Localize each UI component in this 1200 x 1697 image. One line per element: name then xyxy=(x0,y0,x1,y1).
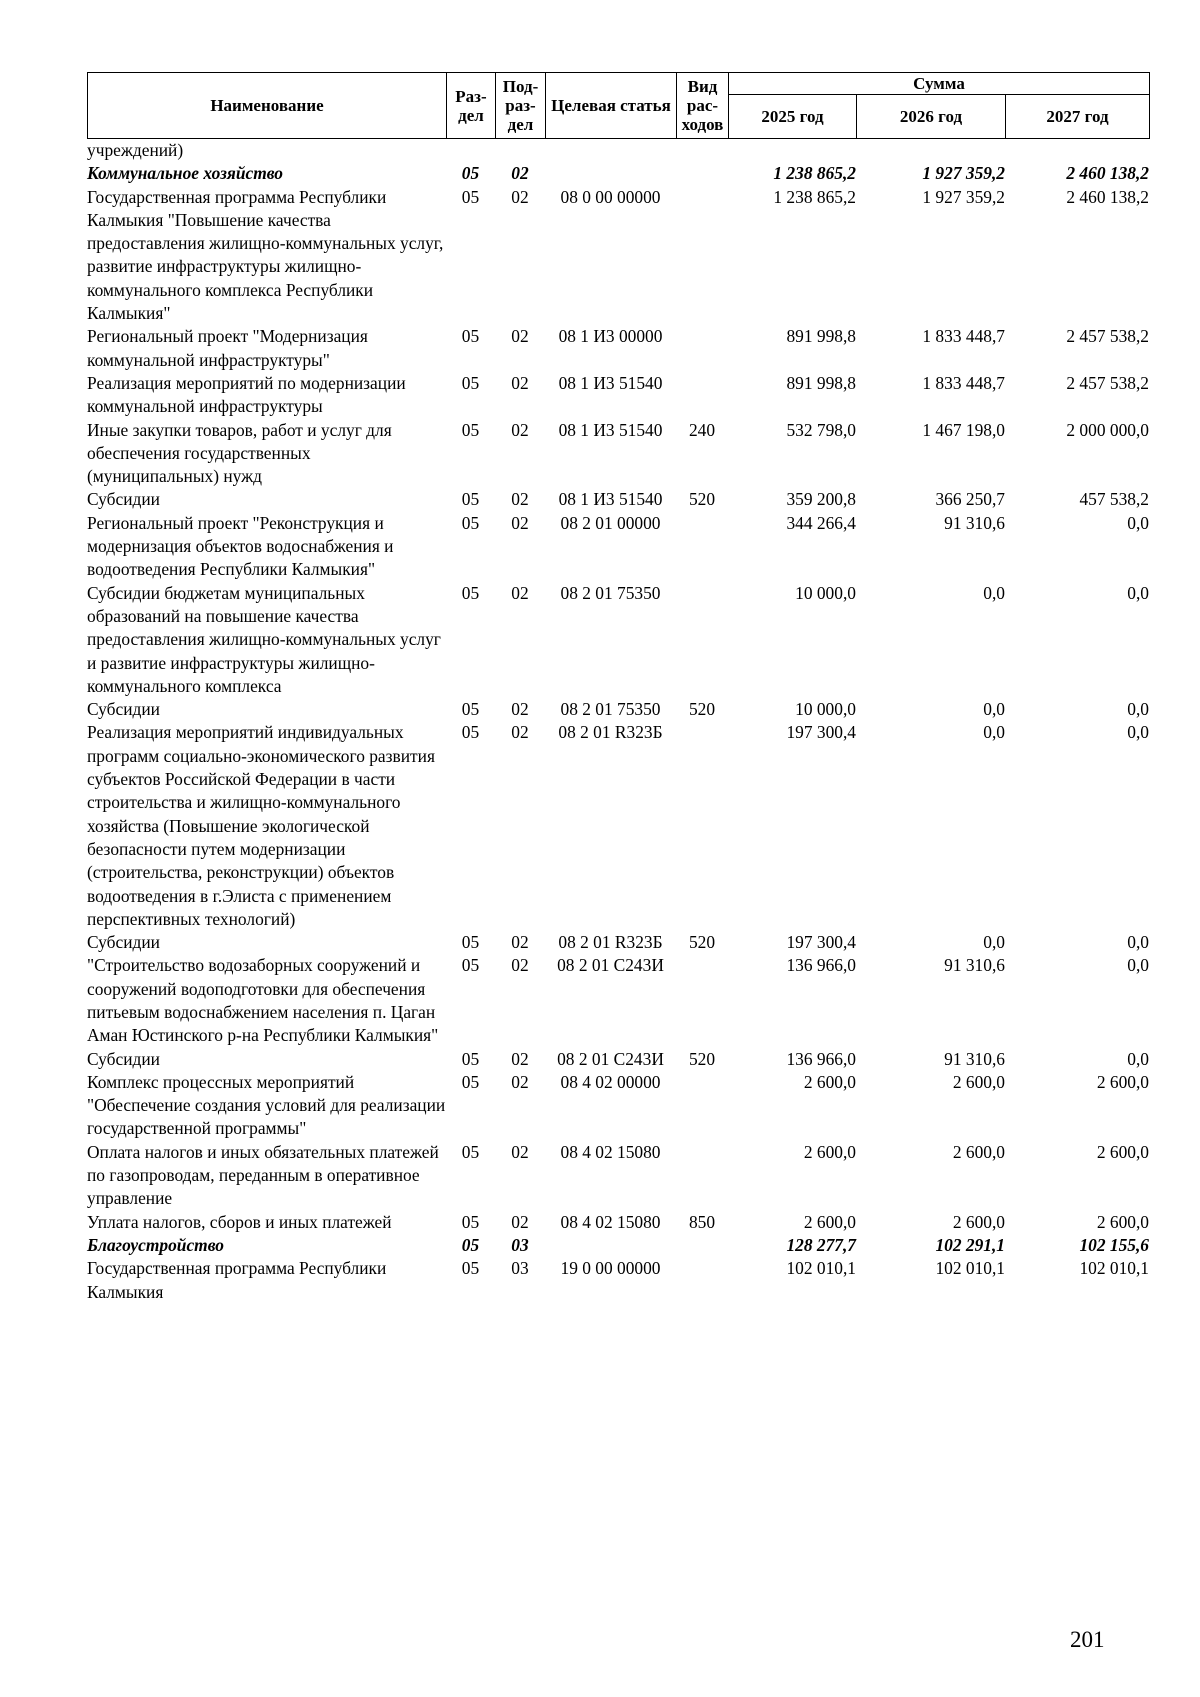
header-name: Наименование xyxy=(88,73,447,139)
header-year-2025: 2025 год xyxy=(729,95,857,139)
row-vid-raskhodov xyxy=(676,582,728,698)
row-vid-raskhodov: 520 xyxy=(688,489,716,510)
row-sum-2025: 10 000,0 xyxy=(795,699,856,720)
row-tselevaya-statya: 19 0 00 00000 xyxy=(560,1258,661,1279)
row-podrazdel: 02 xyxy=(511,699,529,720)
table-row xyxy=(87,582,1149,698)
row-sum-2025: 197 300,4 xyxy=(786,722,856,743)
row-sum-2026: 1 927 359,2 xyxy=(922,186,1005,207)
row-razdel: 05 xyxy=(461,582,480,603)
row-name: Иные закупки товаров, работ и услуг для обеспечения государственных (муниципальных) нужд xyxy=(87,419,392,487)
table-row xyxy=(87,931,1149,954)
row-sum-2026: 91 310,6 xyxy=(944,955,1005,976)
row-vid-raskhodov xyxy=(676,1141,728,1211)
row-vid-raskhodov: 520 xyxy=(688,932,716,953)
row-razdel: 05 xyxy=(461,163,480,184)
table-row xyxy=(87,488,1149,511)
header-podrazdel: Под- раз- дел xyxy=(496,73,546,139)
table-row xyxy=(87,419,1149,489)
budget-page xyxy=(87,72,1151,1304)
table-row xyxy=(87,139,1149,162)
row-sum-2025: 1 238 865,2 xyxy=(773,163,856,184)
row-sum-2025: 1 238 865,2 xyxy=(773,186,856,207)
row-vid-raskhodov: 240 xyxy=(688,419,716,440)
row-tselevaya-statya xyxy=(545,139,676,162)
row-sum-2026: 91 310,6 xyxy=(944,512,1005,533)
row-sum-2027: 2 460 138,2 xyxy=(1066,163,1149,184)
row-podrazdel: 02 xyxy=(511,1048,529,1069)
row-razdel: 05 xyxy=(461,1211,480,1232)
header-year-2026: 2026 год xyxy=(857,95,1006,139)
row-razdel: 05 xyxy=(461,1141,480,1162)
row-sum-2027: 0,0 xyxy=(1127,512,1149,533)
row-tselevaya-statya: 08 4 02 00000 xyxy=(560,1071,661,1092)
row-sum-2027: 0,0 xyxy=(1127,722,1149,743)
table-row xyxy=(87,721,1149,931)
row-sum-2027: 0,0 xyxy=(1127,932,1149,953)
row-sum-2026: 366 250,7 xyxy=(935,489,1005,510)
row-podrazdel xyxy=(495,139,545,162)
row-sum-2026: 1 927 359,2 xyxy=(922,163,1005,184)
row-vid-raskhodov: 850 xyxy=(688,1211,716,1232)
row-sum-2027: 457 538,2 xyxy=(1079,489,1149,510)
row-vid-raskhodov xyxy=(676,954,728,1047)
row-sum-2027: 2 600,0 xyxy=(1096,1211,1149,1232)
row-sum-2026: 91 310,6 xyxy=(944,1048,1005,1069)
row-razdel: 05 xyxy=(461,419,480,440)
row-sum-2027: 0,0 xyxy=(1127,955,1149,976)
row-sum-2027: 2 600,0 xyxy=(1096,1071,1149,1092)
row-sum-2027: 102 010,1 xyxy=(1079,1258,1149,1279)
row-name: Субсидии xyxy=(87,932,160,953)
row-sum-2026: 2 600,0 xyxy=(952,1071,1005,1092)
row-vid-raskhodov: 520 xyxy=(688,1048,716,1069)
row-tselevaya-statya: 08 4 02 15080 xyxy=(560,1211,661,1232)
table-row xyxy=(87,1234,1149,1257)
row-sum-2027: 0,0 xyxy=(1127,699,1149,720)
row-name: Коммунальное хозяйство xyxy=(87,163,283,184)
table-header xyxy=(87,72,1150,139)
table-row xyxy=(87,162,1149,185)
table-row xyxy=(87,954,1149,1047)
row-tselevaya-statya: 08 1 И3 51540 xyxy=(558,372,663,393)
row-sum-2025: 102 010,1 xyxy=(786,1258,856,1279)
row-sum-2026: 102 010,1 xyxy=(935,1258,1005,1279)
row-sum-2027: 2 457 538,2 xyxy=(1066,326,1149,347)
row-name: Региональный проект "Реконструкция и модернизация объектов водоснабжения и водоотведения Республики Калмыкия" xyxy=(87,512,394,580)
row-vid-raskhodov xyxy=(676,512,728,582)
row-name: Субсидии xyxy=(87,699,160,720)
row-razdel: 05 xyxy=(461,489,480,510)
table-row xyxy=(87,1141,1149,1211)
row-podrazdel: 02 xyxy=(511,326,529,347)
row-sum-2026: 0,0 xyxy=(983,932,1005,953)
row-name: Реализация мероприятий индивидуальных программ социально-экономического развития субъектов Российской Федерации в части строительства и жилищно-коммунального хозяйства (Повышение экологической безопасности путем модернизации (строительства, реконструкции) объектов водоотведения в г.Элиста с применением перспективных технологий) xyxy=(87,722,435,929)
row-tselevaya-statya: 08 4 02 15080 xyxy=(560,1141,661,1162)
row-name: Оплата налогов и иных обязательных платежей по газопроводам, переданным в оперативное управление xyxy=(87,1141,439,1209)
row-razdel: 05 xyxy=(461,1071,480,1092)
row-sum-2025: 891 998,8 xyxy=(786,326,856,347)
row-tselevaya-statya: 08 2 01 С243И xyxy=(557,1048,664,1069)
row-sum-2026: 0,0 xyxy=(983,582,1005,603)
row-sum-2025: 359 200,8 xyxy=(786,489,856,510)
row-podrazdel: 02 xyxy=(511,955,529,976)
row-name: Региональный проект "Модернизация коммунальной инфраструктуры" xyxy=(87,326,368,370)
row-razdel xyxy=(446,139,495,162)
header-razdel: Раз- дел xyxy=(447,73,496,139)
row-podrazdel: 03 xyxy=(511,1234,529,1255)
header-tselevaya: Целевая статья xyxy=(546,73,677,139)
row-razdel: 05 xyxy=(461,932,480,953)
table-row xyxy=(87,186,1149,326)
row-sum-2026: 102 291,1 xyxy=(935,1234,1005,1255)
row-sum-2027: 2 457 538,2 xyxy=(1066,372,1149,393)
row-podrazdel: 02 xyxy=(511,1211,529,1232)
row-podrazdel: 02 xyxy=(511,582,529,603)
row-tselevaya-statya: 08 2 01 R323Б xyxy=(558,932,663,953)
row-sum-2025: 344 266,4 xyxy=(786,512,856,533)
row-name: Субсидии xyxy=(87,489,160,510)
row-vid-raskhodov: 520 xyxy=(688,699,716,720)
row-sum-2026: 1 467 198,0 xyxy=(922,419,1005,440)
header-year-2027: 2027 год xyxy=(1006,95,1150,139)
page-number: 201 xyxy=(1070,1627,1105,1652)
row-sum-2025 xyxy=(728,139,856,162)
row-sum-2025: 2 600,0 xyxy=(803,1211,856,1232)
row-podrazdel: 02 xyxy=(511,1071,529,1092)
table-row xyxy=(87,1257,1149,1304)
row-sum-2027 xyxy=(1005,139,1149,162)
row-sum-2026: 1 833 448,7 xyxy=(922,326,1005,347)
row-vid-raskhodov xyxy=(676,139,728,162)
row-razdel: 05 xyxy=(461,722,480,743)
row-vid-raskhodov xyxy=(676,721,728,931)
row-sum-2025: 2 600,0 xyxy=(803,1071,856,1092)
row-name: учреждений) xyxy=(87,140,184,160)
row-podrazdel: 02 xyxy=(511,489,529,510)
row-sum-2025: 10 000,0 xyxy=(795,582,856,603)
row-sum-2025: 136 966,0 xyxy=(786,1048,856,1069)
table-row xyxy=(87,372,1149,419)
row-sum-2027: 2 600,0 xyxy=(1096,1141,1149,1162)
row-sum-2027: 0,0 xyxy=(1127,1048,1149,1069)
row-razdel: 05 xyxy=(461,372,480,393)
table-row xyxy=(87,1071,1149,1141)
table-row xyxy=(87,1211,1149,1234)
row-podrazdel: 02 xyxy=(511,419,529,440)
row-razdel: 05 xyxy=(461,186,480,207)
row-tselevaya-statya: 08 1 И3 51540 xyxy=(558,419,663,440)
row-tselevaya-statya: 08 2 01 R323Б xyxy=(558,722,663,743)
row-tselevaya-statya: 08 2 01 00000 xyxy=(560,512,661,533)
row-podrazdel: 02 xyxy=(511,512,529,533)
row-name: Реализация мероприятий по модернизации коммунальной инфраструктуры xyxy=(87,372,406,417)
row-tselevaya-statya: 08 1 И3 51540 xyxy=(558,489,663,510)
row-razdel: 05 xyxy=(461,1258,480,1279)
row-name: Уплата налогов, сборов и иных платежей xyxy=(87,1211,392,1232)
row-razdel: 05 xyxy=(461,699,480,720)
row-sum-2025: 2 600,0 xyxy=(803,1141,856,1162)
row-sum-2025: 891 998,8 xyxy=(786,372,856,393)
row-podrazdel: 02 xyxy=(511,722,529,743)
row-podrazdel: 03 xyxy=(511,1258,529,1279)
budget-table-body xyxy=(87,139,1149,1304)
table-row xyxy=(87,1048,1149,1071)
row-sum-2027: 2 460 138,2 xyxy=(1066,186,1149,207)
table-row xyxy=(87,325,1149,372)
row-tselevaya-statya xyxy=(545,1234,676,1257)
row-sum-2026: 0,0 xyxy=(983,722,1005,743)
row-name: "Строительство водозаборных сооружений и сооружений водоподготовки для обеспечения питьевым водоснабжением населения п. Цаган Аман Юстинского р-на Республики Калмыкия" xyxy=(87,955,439,1046)
row-sum-2026: 1 833 448,7 xyxy=(922,372,1005,393)
row-vid-raskhodov xyxy=(676,325,728,372)
row-sum-2026: 2 600,0 xyxy=(952,1141,1005,1162)
row-sum-2026 xyxy=(856,139,1005,162)
row-razdel: 05 xyxy=(461,1048,480,1069)
row-tselevaya-statya: 08 0 00 00000 xyxy=(560,186,661,207)
row-sum-2025: 197 300,4 xyxy=(786,932,856,953)
row-sum-2025: 532 798,0 xyxy=(786,419,856,440)
row-razdel: 05 xyxy=(461,326,480,347)
row-podrazdel: 02 xyxy=(511,372,529,393)
row-podrazdel: 02 xyxy=(511,186,529,207)
row-vid-raskhodov xyxy=(676,1257,728,1304)
row-vid-raskhodov xyxy=(676,372,728,419)
row-vid-raskhodov xyxy=(676,1234,728,1257)
row-sum-2026: 0,0 xyxy=(983,699,1005,720)
row-podrazdel: 02 xyxy=(511,932,529,953)
row-tselevaya-statya xyxy=(545,162,676,185)
row-name: Субсидии xyxy=(87,1048,160,1069)
row-razdel: 05 xyxy=(461,1234,480,1255)
row-razdel: 05 xyxy=(461,955,480,976)
row-vid-raskhodov xyxy=(676,162,728,185)
row-sum-2027: 2 000 000,0 xyxy=(1066,419,1149,440)
row-sum-2025: 136 966,0 xyxy=(786,955,856,976)
row-podrazdel: 02 xyxy=(511,1141,529,1162)
row-sum-2027: 102 155,6 xyxy=(1079,1234,1149,1255)
table-row xyxy=(87,512,1149,582)
row-sum-2027: 0,0 xyxy=(1127,582,1149,603)
row-name: Комплекс процессных мероприятий "Обеспечение создания условий для реализации государственной программы" xyxy=(87,1071,446,1139)
row-tselevaya-statya: 08 2 01 75350 xyxy=(560,699,661,720)
row-sum-2026: 2 600,0 xyxy=(952,1211,1005,1232)
row-razdel: 05 xyxy=(461,512,480,533)
row-sum-2025: 128 277,7 xyxy=(786,1234,856,1255)
header-vid: Вид рас- ходов xyxy=(677,73,729,139)
row-vid-raskhodov xyxy=(676,1071,728,1141)
row-name: Государственная программа Республики Калмыкия "Повышение качества предоставления жилищно-коммунальных услуг, развитие инфраструктуры жилищно-коммунального комплекса Республики Калмыкия" xyxy=(87,186,444,324)
header-summa: Сумма xyxy=(729,73,1150,95)
row-name: Государственная программа Республики Калмыкия xyxy=(87,1258,387,1302)
row-tselevaya-statya: 08 2 01 С243И xyxy=(557,955,664,976)
row-tselevaya-statya: 08 2 01 75350 xyxy=(560,582,661,603)
row-vid-raskhodov xyxy=(676,186,728,326)
row-tselevaya-statya: 08 1 И3 00000 xyxy=(558,326,663,347)
row-name: Благоустройство xyxy=(87,1234,224,1255)
row-name: Субсидии бюджетам муниципальных образований на повышение качества предоставления жилищно-коммунальных услуг и развитие инфраструктуры жилищно-коммунального комплекса xyxy=(87,582,441,696)
row-podrazdel: 02 xyxy=(511,163,529,184)
table-row xyxy=(87,698,1149,721)
